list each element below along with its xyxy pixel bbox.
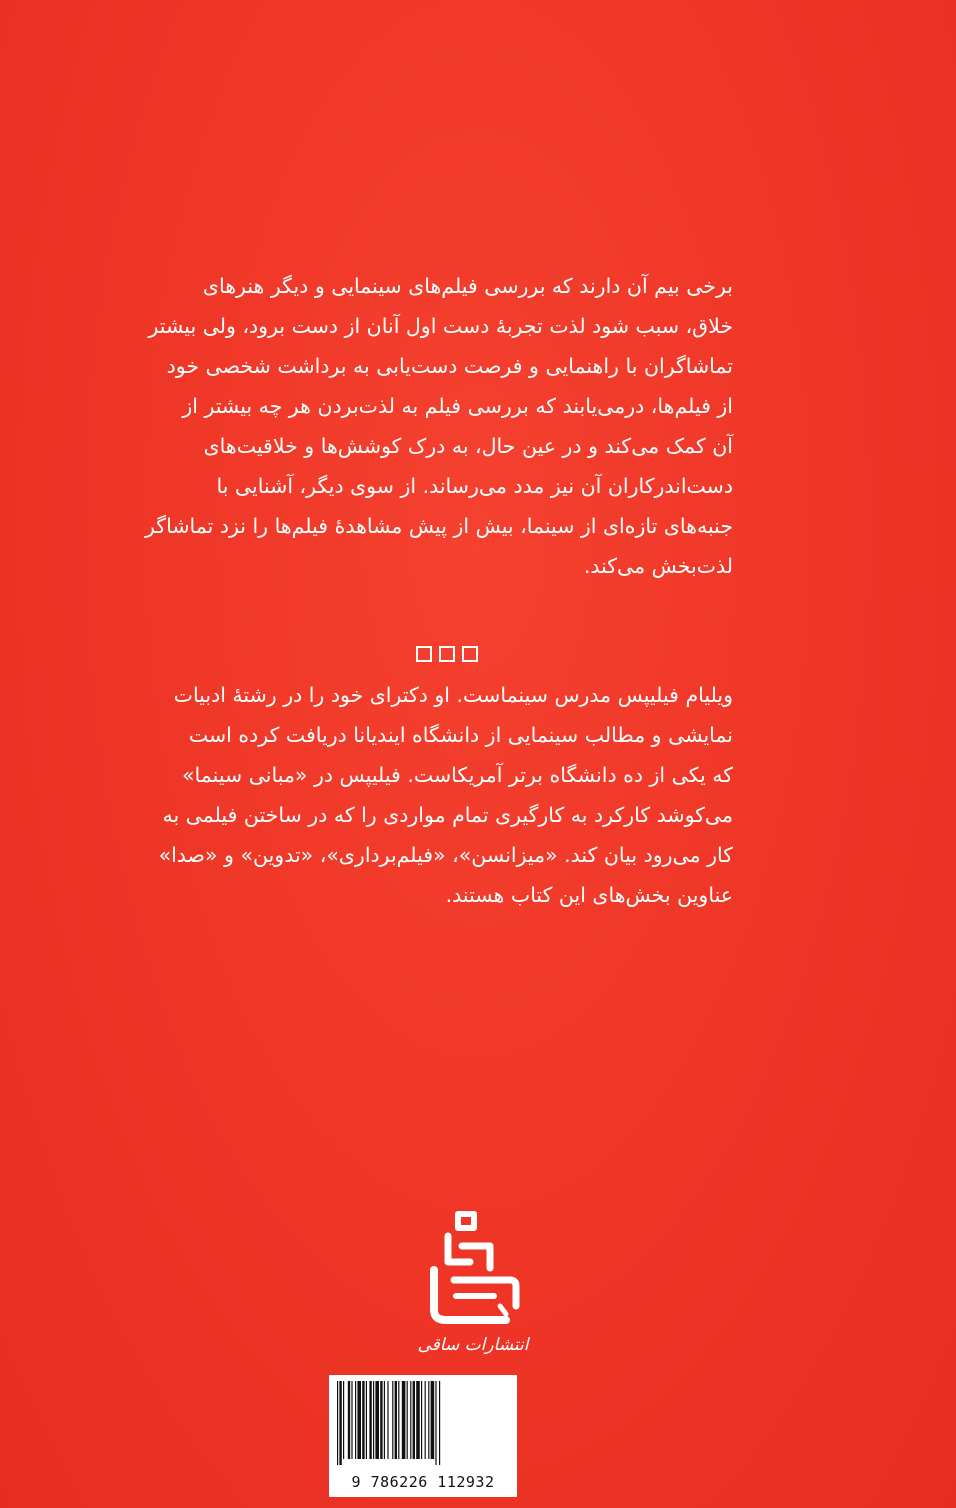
barcode-bar xyxy=(387,1381,388,1459)
barcode-bar xyxy=(431,1381,435,1459)
barcode-bar xyxy=(416,1381,420,1459)
author-line: عناوین بخش‌های این کتاب هستند. xyxy=(445,883,733,907)
isbn-digits: 9 786226 112932 xyxy=(351,1473,495,1491)
barcode-bar xyxy=(395,1381,397,1459)
svg-text:انتشارات ساقی: انتشارات ساقی xyxy=(417,1335,529,1355)
barcode-bar xyxy=(373,1381,374,1459)
author-line: کار می‌رود بیان کند. «میزانسن»، «فیلم‌برداری»، «تدوین» و «صدا» xyxy=(158,843,733,867)
description-line: دست‌اندرکاران آن نیز مدد می‌رساند. از سوی دیگر، آشنایی با xyxy=(216,474,733,498)
barcode-bar xyxy=(392,1381,393,1459)
barcode-bar xyxy=(362,1381,364,1459)
barcode-bar xyxy=(339,1381,341,1465)
author-line: می‌کوشد کارکرد به کارگیری تمام مواردی را که در ساختن فیلمی به xyxy=(162,803,733,827)
barcode-bar xyxy=(343,1381,344,1459)
separator-square-icon xyxy=(416,646,432,662)
section-separator xyxy=(416,646,478,662)
author-line: ویلیام فیلیپس مدرس سینماست. او دکترای خود را در رشتهٔ ادبیات xyxy=(173,683,733,707)
barcode-bar xyxy=(410,1381,411,1459)
separator-square-icon xyxy=(462,646,478,662)
barcode-bar xyxy=(355,1381,356,1459)
barcode-bar xyxy=(402,1381,406,1459)
barcode-bar xyxy=(435,1381,436,1465)
barcode-bars xyxy=(337,1381,509,1465)
barcode-bar xyxy=(348,1381,350,1459)
barcode-bar xyxy=(425,1381,426,1459)
description-paragraph-1 xyxy=(145,266,733,586)
author-line: نمایشی و مطالب سینمایی از دانشگاه ایندیانا دریافت کرده است xyxy=(188,723,733,747)
barcode-bar xyxy=(380,1381,382,1459)
author-line: که یکی از ده دانشگاه برتر آمریکاست. فیلیپس در «مبانی سینما» xyxy=(182,763,733,787)
barcode-bar xyxy=(337,1381,338,1465)
barcode-bar xyxy=(439,1381,440,1465)
author-paragraph xyxy=(158,675,733,915)
description-line: لذت‌بخش می‌کند. xyxy=(583,554,733,578)
description-line: آن کمک می‌کند و در عین حال، به درک کوشش‌ها و خلاقیت‌های xyxy=(203,434,733,458)
barcode-bar xyxy=(421,1381,422,1459)
isbn-barcode xyxy=(329,1375,517,1497)
barcode-bar xyxy=(413,1381,415,1459)
barcode-bar xyxy=(369,1381,371,1459)
description-line: برخی بیم آن دارند که بررسی فیلم‌های سینمایی و دیگر هنرهای xyxy=(202,274,733,298)
barcode-bar xyxy=(375,1381,379,1459)
description-line: تماشاگران با راهنمایی و فرصت دست‌یابی به برداشت شخصی خود xyxy=(166,354,733,378)
barcode-bar xyxy=(398,1381,399,1459)
barcode-bar xyxy=(357,1381,361,1459)
separator-square-icon xyxy=(439,646,455,662)
barcode-bar xyxy=(428,1381,429,1459)
barcode-bar xyxy=(351,1381,352,1459)
barcode-bar xyxy=(366,1381,367,1459)
barcode-bar xyxy=(384,1381,385,1459)
description-line: خلاق، سبب شود لذت تجربهٔ دست اول آنان از دست برود، ولی بیشتر xyxy=(148,314,733,338)
barcode-bar xyxy=(407,1381,408,1459)
description-line: از فیلم‌ها، درمی‌یابند که بررسی فیلم به لذت‌بردن هر چه بیشتر از xyxy=(182,394,733,418)
description-line: جنبه‌های تازه‌ای از سینما، بیش از پیش مشاهدهٔ فیلم‌ها را نزد تماشاگر xyxy=(145,514,733,538)
saqi-publisher-logo-icon xyxy=(414,1210,532,1360)
